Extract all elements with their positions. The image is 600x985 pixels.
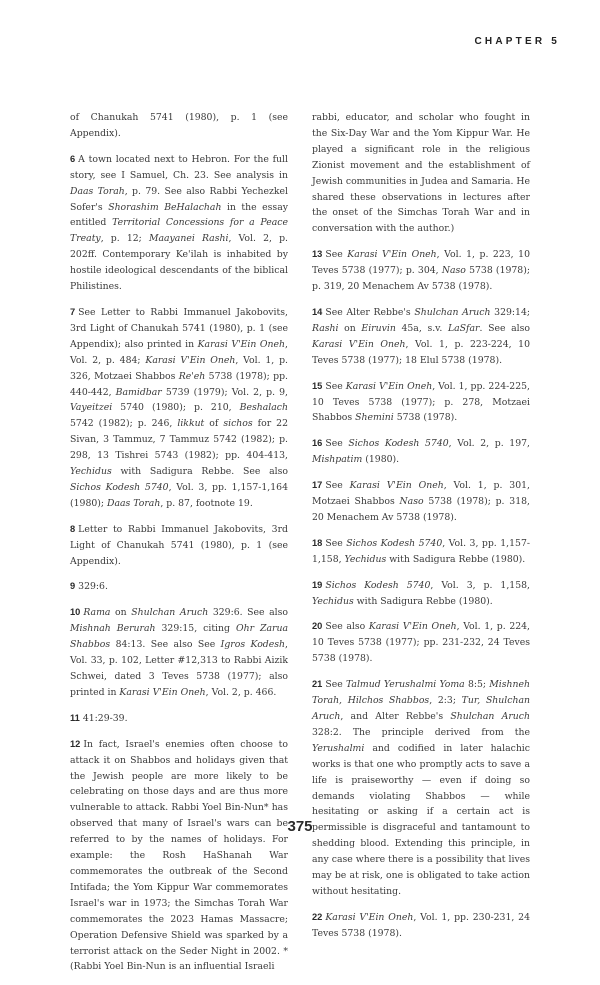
footnote-text: , Vol. 1, p. 224, 10 Teves 5738 (1977); pp. 231-232, 24 Teves 5738 (1978). <box>312 621 531 665</box>
footnote-number: 15 <box>312 380 323 391</box>
footnote-text: 5739 (1979); Vol. 2, p. 9, <box>161 386 288 398</box>
footnote-text: 8:5; <box>464 679 490 691</box>
footnote-text: 328:2. The principle derived from the <box>312 726 530 738</box>
footnote-italic-text: Sichos Kodesh 5740 <box>348 438 449 450</box>
footnote-italic-text: Beshalach <box>239 402 288 414</box>
footnote-21 <box>312 677 530 900</box>
footnote-text: . See also <box>479 322 530 334</box>
footnote-text: , Vol. 2, p. 197, <box>448 438 530 450</box>
footnote-italic-text: Karasi V'Ein Oneh <box>368 621 457 633</box>
footnote-text: See also <box>325 621 369 633</box>
footnote-9 <box>70 579 288 595</box>
footnote-italic-text: Yechidus <box>344 553 387 565</box>
footnote-number: 10 <box>70 607 81 618</box>
footnote-text: See Alter Rebbe's <box>325 306 415 318</box>
footnote-text: , Vol. 2, p. 484; <box>70 338 289 366</box>
footnote-16 <box>312 436 530 468</box>
footnote-text: 329:6. <box>78 581 108 593</box>
footnote-text: 5738 (1978); p. 319, 20 Menachem Av 5738 (1978). <box>312 265 530 293</box>
footnote-text: 41:29-39. <box>82 712 128 724</box>
footnote-italic-text: Bamidbar <box>115 386 162 398</box>
footnote-italic-text: Shemini <box>355 412 394 424</box>
footnote-italic-text: Igros Kodesh <box>220 639 286 651</box>
footnote-text: , Vol. 2, p. 466. <box>205 686 277 698</box>
footnote-text: , Vol. 1, p. 223-224, 10 Teves 5738 (1977); 18 Elul 5738 (1978). <box>312 338 530 366</box>
footnote-text: 5738 (1978). <box>393 412 458 424</box>
footnote-8 <box>70 522 288 570</box>
footnote-14 <box>312 305 530 369</box>
footnote-text: 5742 (1982); p. 246, <box>70 418 178 430</box>
footnote-text: 45a, s.v. <box>395 322 448 334</box>
footnote-text: See <box>325 438 349 450</box>
footnote-italic-text: Karasi V'Ein Oneh <box>347 249 437 261</box>
footnote-italic-text: Rashi <box>312 322 339 334</box>
footnote-italic-text: Sichos Kodesh 5740 <box>325 579 431 591</box>
footnote-text: See <box>325 380 346 392</box>
footnote-text: 84:13. See also See <box>110 639 221 651</box>
footnote-number: 21 <box>312 679 323 690</box>
footnote-text: and codified in later halachic works is that one who promptly acts to save a life is praiseworthy — even if doing so demands violating Shabbos — while hesitating or asking if a certain act is permissible is disgraceful and tantamount to shedding blood. Extending this principle, in any case where there is a possibility that lives may be at risk, one is obligated to take action without hesitating. <box>312 742 530 897</box>
footnote-italic-text: LaSfar <box>447 322 480 334</box>
footnote-italic-text: Shulchan Aruch <box>450 711 530 722</box>
page-number: 375 <box>287 818 313 835</box>
footnote-italic-text: Rama <box>83 607 111 619</box>
footnote-italic-text: Karasi V'Ein Oneh <box>197 338 286 350</box>
footnote-italic-text: Karasi V'Ein Oneh <box>349 480 444 492</box>
footnote-number: 22 <box>312 911 323 922</box>
footnote-text: of <box>204 418 224 430</box>
footnote-text: , Vol. 1, pp. 224-225, 10 Teves 5738 (1977); p. 278, Motzaei Shabbos <box>312 380 531 424</box>
footnote-italic-text: Yechidus <box>312 595 354 607</box>
footnote-22 <box>312 910 530 942</box>
footnote-text: in the essay entitled <box>70 201 288 229</box>
footnote-italic-text: Maayanei Rashi <box>148 233 229 245</box>
footnote-italic-text: Mishnah Berurah <box>70 623 156 635</box>
footnote-6 <box>70 152 288 295</box>
footnote-italic-text: Daas Torah <box>70 185 125 197</box>
footnote-italic-text: Karasi V'Ein Oneh <box>119 686 206 698</box>
footnote-text: 5740 (1980); p. 210, <box>112 402 240 414</box>
footnote-10 <box>70 605 288 700</box>
footnote-text: Letter to Rabbi Immanuel Jakobovits, 3rd Light of Chanukah 5741 (1980), p. 1 (see Appendix). <box>70 523 288 567</box>
footnote-text: , Vol. 1, p. 223, 10 Teves 5738 (1977); p. 304, <box>312 249 530 277</box>
footnote-italic-text: Mishpatim <box>312 454 363 466</box>
footnote-text: with Sadigura Rebbe (1980). <box>353 595 493 607</box>
footnote-text: with Sadigura Rebbe (1980). <box>386 553 526 565</box>
footnote-number: 19 <box>312 579 323 590</box>
footnote-text: 329:14; <box>490 306 530 318</box>
left-column <box>70 110 288 985</box>
footnote-text: , Vol. 2, p. 202ff. Contemporary Ke'ilah is inhabited by hostile ideological descendants of the biblical Philistines. <box>70 233 288 293</box>
footnote-italic-text: Shorashim BeHalachah <box>108 201 222 213</box>
footnote-italic-text: Karasi V'Ein Oneh <box>345 380 433 392</box>
footnote-text: on <box>110 607 132 619</box>
footnote-italic-text: Sichos Kodesh 5740 <box>346 537 443 549</box>
footnote-text: See Letter to Rabbi Immanuel Jakobovits, 3rd Light of Chanukah 5741 (1980), p. 1 (see Appendix); also printed in <box>70 306 288 350</box>
footnote-number: 6 <box>70 153 76 164</box>
footnote-italic-text: Vayeitzei <box>70 402 113 414</box>
footnote-text: , p. 12; <box>100 233 149 245</box>
footnote-text: , 2:3; <box>429 695 462 707</box>
footnote-italic-text: Re'eh <box>178 370 206 382</box>
footnote-12 <box>70 737 288 976</box>
footnote-text: on <box>338 322 362 334</box>
footnote-number: 18 <box>312 537 323 548</box>
footnote-text: , Vol. 1, p. 301, Motzaei Shabbos <box>312 480 531 508</box>
footnote-italic-text: Shulchan Aruch <box>131 607 209 619</box>
footnote-italic-text: Yerushalmi <box>312 742 365 754</box>
chapter-heading: CHAPTER 5 <box>474 36 560 47</box>
footnote-text: (1980). <box>362 454 400 466</box>
footnote-number: 11 <box>70 712 80 723</box>
footnote-text: , p. 87, footnote 19. <box>160 497 253 509</box>
footnote-italic-text: Daas Torah <box>107 497 161 509</box>
footnote-italic-text: Karasi V'Ein Oneh <box>325 911 414 923</box>
footnote-number: 9 <box>70 581 76 592</box>
footnote-italic-text: Talmud Yerushalmi Yoma <box>345 679 465 691</box>
footnote-text: , Vol. 1, p. 326, Motzaei Shabbos <box>70 354 288 382</box>
footnote-text: , Vol. 1, pp. 230-231, 24 Teves 5738 (1978). <box>312 911 531 939</box>
footnote-17 <box>312 478 530 526</box>
footnote-text: 329:6. See also <box>208 607 289 619</box>
footnote-italic-text: Sichos Kodesh 5740 <box>70 481 169 493</box>
footnote-text: , and Alter Rebbe's <box>340 711 451 722</box>
footnote-text: 5738 (1978); pp. 440-442, <box>70 370 288 398</box>
footnote-text: , p. 79. See also Rabbi Yechezkel Sofer's <box>70 185 288 213</box>
footnote-number: 12 <box>70 738 81 749</box>
footnote-text: See <box>325 480 350 492</box>
footnote-italic-text: Ohr Zarua Shabbos <box>70 623 288 651</box>
footnote-text: See <box>325 537 347 549</box>
footnote-italic-text: sichos <box>223 418 253 430</box>
footnote-number: 7 <box>70 306 76 317</box>
footnote-text: In fact, Israel's enemies often choose to attack it on Shabbos and holidays given that the Jewish people are more likely to be celebrating on those days and are thus more vulnerable to attack. Rabbi Yoel Bin-Nun* has observed that many of Israel's wars can be referred to by the names of holidays. For example: the Rosh HaShanah War commemorates the outbreak of the Second Intifada; the Yom Kippur War commemorates Israel's war in 1973; the Simchas Torah War commemorates the 2023 Hamas Massacre; Operation Defensive Shield was sparked by a terrorist attack on the Seder Night in 2002. *(Rabbi Yoel Bin-Nun is an influential Israeli <box>70 738 288 973</box>
footnote-7 <box>70 305 288 512</box>
footnote-text: with Sadigura Rebbe. See also <box>111 466 288 478</box>
footnote-15 <box>312 379 530 427</box>
footnote-text: of Chanukah 5741 (1980), p. 1 (see Appendix). <box>70 112 288 139</box>
footnote-11 <box>70 711 288 727</box>
footnote-italic-text: Mishneh Torah, Hilchos Shabbos <box>312 679 530 707</box>
footnote-text: , Vol. 3, pp. 1,157-1,158, <box>312 537 531 565</box>
footnote-text: 5738 (1978); p. 318, 20 Menachem Av 5738 (1978). <box>312 496 530 523</box>
footnote-italic-text: likkut <box>177 418 205 430</box>
footnote-italic-text: Shulchan Aruch <box>414 306 491 318</box>
footnote-text: See <box>325 249 348 261</box>
footnote-19 <box>312 578 530 610</box>
footnote-text: , Vol. 3, p. 1,158, <box>430 579 531 591</box>
footnote-20 <box>312 619 530 667</box>
footnote-number: 13 <box>312 249 323 260</box>
footnote-continuation <box>70 110 288 142</box>
footnote-number: 20 <box>312 621 323 632</box>
footnote-text: , Vol. 33, p. 102, Letter #12,313 to Rabbi Aizik Schwei, dated 3 Teves 5738 (1977); also printed in <box>70 639 288 698</box>
footnote-text: rabbi, educator, and scholar who fought in the Six-Day War and the Yom Kippur War. He played a significant role in the religious Zionist movement and the establishment of Jewish communities in Judea and Samaria. He shared these observations in lectures after the onset of the Simchas Torah War and in conversation with the author.) <box>312 112 530 235</box>
footnote-italic-text: Territorial Concessions for a Peace Treaty <box>70 217 288 245</box>
footnote-italic-text: Naso <box>399 496 424 508</box>
footnote-number: 16 <box>312 438 323 449</box>
footnote-18 <box>312 536 530 568</box>
footnote-italic-text: Eiruvin <box>361 322 396 334</box>
footnote-number: 14 <box>312 306 323 317</box>
footnote-text: , Vol. 3, pp. 1,157-1,164 (1980); <box>70 481 289 509</box>
footnote-italic-text: Karasi V'Ein Oneh <box>145 354 236 366</box>
footnote-italic-text: Tur, Shulchan Aruch <box>312 695 530 722</box>
footnote-text: 329:15, citing <box>155 623 236 635</box>
footnote-text: A town located next to Hebron. For the full story, see I Samuel, Ch. 23. See analysis in <box>70 153 288 181</box>
footnote-number: 8 <box>70 523 76 534</box>
footnote-italic-text: Naso <box>441 265 466 277</box>
footnote-text: for 22 Sivan, 3 Tammuz, 7 Tammuz 5742 (1982); p. 298, 13 Tishrei 5743 (1982); pp. 404-413, <box>70 418 288 462</box>
footnote-13 <box>312 247 530 295</box>
footnote-number: 17 <box>312 480 323 491</box>
footnote-continuation <box>312 110 530 237</box>
footnote-italic-text: Karasi V'Ein Oneh <box>312 338 406 350</box>
footnote-text: See <box>325 679 346 691</box>
footnote-italic-text: Yechidus <box>70 466 112 478</box>
